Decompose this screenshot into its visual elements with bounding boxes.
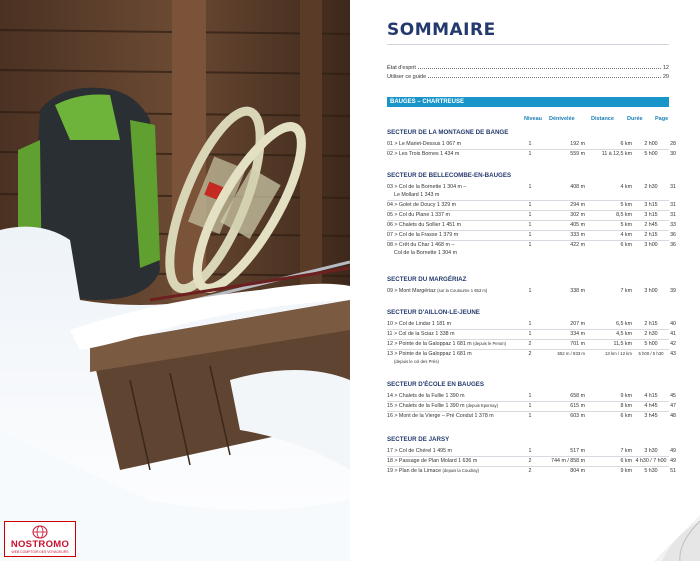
- sector-heading: SECTEUR DU MARGÉRIAZ: [387, 276, 467, 283]
- route-name: [387, 458, 477, 464]
- route-niveau: 1: [528, 413, 532, 419]
- route-note: (depuis Epernay): [466, 403, 498, 408]
- toc-row[interactable]: [387, 242, 676, 250]
- route-niveau: 2: [528, 468, 532, 474]
- row-divider: [387, 329, 669, 330]
- route-name: [387, 212, 450, 218]
- route-page: 41: [670, 331, 676, 337]
- toc-row[interactable]: [387, 458, 676, 466]
- route-name: [387, 448, 452, 454]
- route-duree: 3 h30: [644, 448, 658, 454]
- route-denivele: 405 m: [570, 222, 585, 228]
- route-title: 03 > Col de la Bornette 1 304 m –: [387, 184, 467, 190]
- route-denivele: 517 m: [570, 448, 585, 454]
- intro-item-label: Utiliser ce guide: [387, 74, 427, 80]
- route-distance: 13 km / 12 km: [605, 351, 632, 356]
- route-note: (depuis le Penon): [473, 341, 506, 346]
- route-name: [387, 321, 451, 327]
- route-page: 49: [670, 458, 676, 464]
- route-niveau: 1: [528, 331, 532, 337]
- route-denivele: 552 m / 833 m: [557, 351, 585, 356]
- route-duree: 5 h30: [644, 468, 658, 474]
- route-page: 40: [670, 321, 676, 327]
- route-duree: 4 h30 / 7 h00: [635, 458, 667, 464]
- toc-row[interactable]: [387, 468, 676, 476]
- toc-row[interactable]: [387, 393, 676, 401]
- route-duree: 3 h45: [644, 413, 658, 419]
- route-title: 02 > Les Trois Bornes 1 434 m: [387, 151, 460, 157]
- route-niveau: 1: [528, 222, 532, 228]
- route-denivele: 804 m: [570, 468, 585, 474]
- route-page: 47: [670, 403, 676, 409]
- route-name: [387, 242, 454, 248]
- route-denivele: 701 m: [570, 341, 585, 347]
- route-niveau: 1: [528, 321, 532, 327]
- route-denivele: 744 m / 858 m: [551, 458, 585, 464]
- route-distance: 6 km: [620, 458, 632, 464]
- route-title: 06 > Chalets du Sollier 1 451 m: [387, 222, 462, 228]
- route-page: 36: [670, 232, 676, 238]
- route-niveau: 1: [528, 288, 532, 294]
- route-title: 16 > Mont de la Vierge – Pré Condut 1 378 m: [387, 413, 494, 419]
- route-niveau: 1: [528, 232, 532, 238]
- toc-row[interactable]: [387, 184, 676, 192]
- route-niveau: 1: [528, 184, 532, 190]
- route-niveau: 1: [528, 403, 532, 409]
- route-title: 17 > Col de Chérel 1 495 m: [387, 448, 452, 454]
- route-page: 36: [670, 242, 676, 248]
- route-duree: 3 h15: [644, 202, 658, 208]
- route-distance: 9 km: [620, 468, 632, 474]
- nostromo-logo: [4, 521, 76, 557]
- route-denivele: 333 m: [570, 232, 585, 238]
- col-niveau: Niveau: [524, 116, 543, 122]
- intro-item[interactable]: [387, 71, 669, 80]
- route-title: 05 > Col du Plane 1 337 m: [387, 212, 450, 218]
- route-denivele: 615 m: [570, 403, 585, 409]
- dot-leader: [428, 77, 661, 78]
- toc-row[interactable]: [387, 288, 676, 296]
- route-page: 31: [670, 184, 676, 190]
- route-duree: 2 h15: [644, 232, 658, 238]
- intro-list: [387, 62, 669, 80]
- route-duree: 2 h15: [644, 321, 658, 327]
- toc-row[interactable]: [387, 331, 676, 339]
- toc-row[interactable]: [387, 351, 676, 359]
- route-distance: 7 km: [620, 448, 632, 454]
- toc-row[interactable]: [387, 222, 676, 230]
- route-title: 10 > Col de Lindar 1 181 m: [387, 321, 452, 327]
- toc-row[interactable]: [387, 151, 676, 159]
- page-title: SOMMAIRE: [387, 20, 496, 40]
- logo-tagline: WEB COMPTOIR DES VOYAGEURS: [11, 550, 69, 554]
- route-denivele: 603 m: [570, 413, 585, 419]
- route-title: 12 > Pointe de la Galoppaz 1 681 m: [387, 341, 472, 347]
- toc-row[interactable]: [387, 232, 676, 240]
- toc-row[interactable]: [387, 212, 676, 220]
- route-page: 42: [670, 341, 676, 347]
- row-divider: [387, 456, 669, 457]
- toc-row[interactable]: [387, 141, 676, 149]
- route-duree: 5 h00: [644, 341, 658, 347]
- dot-leader: [418, 68, 661, 69]
- route-niveau: 1: [528, 151, 532, 157]
- route-distance: 7 km: [620, 288, 632, 294]
- route-denivele: 658 m: [570, 393, 585, 399]
- route-page: 30: [670, 151, 676, 157]
- route-distance: 11 à 12,5 km: [601, 151, 632, 157]
- route-title: 09 > Mont Margériaz: [387, 288, 436, 294]
- row-divider: [387, 339, 669, 340]
- route-name: [387, 468, 479, 474]
- globe-icon: [32, 525, 48, 539]
- page-curl-icon: [654, 515, 700, 561]
- route-distance: 5 km: [620, 202, 632, 208]
- route-denivele: 192 m: [570, 141, 585, 147]
- route-name: [387, 393, 465, 399]
- route-distance: 6,5 km: [616, 321, 632, 327]
- route-name: [387, 351, 472, 357]
- route-distance: 8 km: [620, 403, 632, 409]
- route-note: (depuis la Coudray): [442, 468, 480, 473]
- route-title: 19 > Plan de la Limace: [387, 468, 442, 474]
- route-title: 14 > Chalets de la Fullie 1 390 m: [387, 393, 465, 399]
- route-title: 08 > Crêt du Char 1 468 m –: [387, 242, 455, 248]
- row-divider: [387, 200, 669, 201]
- row-divider: [387, 230, 669, 231]
- route-distance: 4,5 km: [616, 331, 632, 337]
- row-divider: [387, 411, 669, 412]
- route-name: [387, 232, 458, 238]
- route-denivele: 338 m: [570, 288, 585, 294]
- region-band: BAUGES – CHARTREUSE: [387, 97, 669, 107]
- route-niveau: 1: [528, 141, 532, 147]
- toc-page: [350, 0, 700, 561]
- route-niveau: 1: [528, 202, 532, 208]
- col-distance: Distance: [591, 116, 614, 122]
- route-title: 07 > Col de la Frasse 1 379 m: [387, 232, 459, 238]
- route-distance: 6 km: [620, 413, 632, 419]
- intro-item-page: 20: [662, 74, 669, 80]
- route-denivele: 294 m: [570, 202, 585, 208]
- route-name: [387, 341, 506, 347]
- route-distance: 4 km: [620, 184, 632, 190]
- route-page: 45: [670, 393, 676, 399]
- route-niveau: 1: [528, 448, 532, 454]
- route-duree: 4 h15: [644, 393, 658, 399]
- route-duree: 3 h15: [644, 212, 658, 218]
- toc-row-continuation: [387, 192, 669, 200]
- row-divider: [387, 240, 669, 241]
- route-distance: 6 km: [620, 242, 632, 248]
- route-title: 04 > Golet de Doucy 1 329 m: [387, 202, 457, 208]
- toc-row[interactable]: [387, 403, 676, 411]
- route-niveau: 1: [528, 242, 532, 248]
- route-distance: 5 km: [620, 222, 632, 228]
- route-page: 48: [670, 413, 676, 419]
- route-name: [387, 151, 459, 157]
- route-title-line2: Col de la Bornette 1 304 m: [394, 250, 458, 256]
- route-page: 28: [670, 141, 676, 147]
- route-page: 43: [670, 351, 676, 357]
- intro-item-page: 12: [662, 65, 669, 71]
- row-divider: [387, 149, 669, 150]
- route-denivele: 207 m: [570, 321, 585, 327]
- route-distance: 8,5 km: [616, 212, 632, 218]
- route-title: 13 > Pointe de la Galoppaz 1 681 m: [387, 351, 472, 357]
- route-page: 33: [670, 222, 676, 228]
- route-denivele: 302 m: [570, 212, 585, 218]
- route-denivele: 334 m: [570, 331, 585, 337]
- route-title: 01 > Le Mariet-Dessus 1 067 m: [387, 141, 462, 147]
- route-distance: 11,5 km: [613, 341, 632, 347]
- route-duree: 2 h00: [644, 141, 658, 147]
- route-niveau: 2: [528, 341, 532, 347]
- route-distance: 4 km: [620, 232, 632, 238]
- col-page: Page: [655, 116, 669, 122]
- sector-heading: SECTEUR D'ÉCOLE EN BAUGES: [387, 381, 485, 388]
- route-name: [387, 202, 456, 208]
- route-name: [387, 288, 487, 294]
- route-name: [387, 413, 494, 419]
- intro-item-label: État d'esprit: [387, 65, 416, 71]
- route-duree: 2 h45: [644, 222, 658, 228]
- toc-row[interactable]: [387, 448, 676, 456]
- route-duree: 4 h45: [644, 403, 658, 409]
- route-duree: 5 h00: [644, 151, 658, 157]
- row-divider: [387, 210, 669, 211]
- col-duree: Durée: [627, 116, 643, 122]
- row-divider: [387, 220, 669, 221]
- toc-row[interactable]: [387, 202, 676, 210]
- route-niveau: 1: [528, 212, 532, 218]
- route-denivele: 422 m: [570, 242, 585, 248]
- route-title: 15 > Chalets de la Fullie 1 390 m: [387, 403, 465, 409]
- toc-row-continuation: [387, 359, 669, 367]
- route-page: 31: [670, 212, 676, 218]
- route-niveau: 1: [528, 393, 532, 399]
- sector-heading: SECTEUR DE LA MONTAGNE DE BANGE: [387, 129, 509, 136]
- row-divider: [387, 401, 669, 402]
- route-note: (sur la Coutourne 1 653 m): [437, 288, 488, 293]
- col-denivele: Dénivelée: [549, 116, 575, 122]
- route-distance: 9 km: [620, 393, 632, 399]
- toc-row-continuation: [387, 250, 669, 258]
- route-title: 18 > Passage de Plan Molard 1 636 m: [387, 458, 478, 464]
- route-denivele: 559 m: [570, 151, 585, 157]
- toc-row[interactable]: [387, 413, 676, 421]
- route-page: 39: [670, 288, 676, 294]
- toc-row[interactable]: [387, 341, 676, 349]
- route-distance: 6 km: [620, 141, 632, 147]
- route-niveau: 2: [528, 458, 532, 464]
- route-duree: 5 h00 / 5 h30: [638, 351, 664, 356]
- route-niveau: 2: [528, 351, 532, 357]
- route-name: [387, 331, 454, 337]
- route-title-line2: (depuis le col des Prés): [394, 359, 439, 364]
- intro-item[interactable]: [387, 62, 669, 71]
- route-duree: 3 h00: [644, 288, 658, 294]
- route-duree: 2 h30: [644, 331, 658, 337]
- sector-heading: SECTEUR D'AILLON-LE-JEUNE: [387, 309, 480, 316]
- route-title-line2: Le Mollard 1 343 m: [394, 192, 440, 198]
- route-duree: 2 h30: [644, 184, 658, 190]
- route-name: [387, 403, 498, 409]
- sector-heading: SECTEUR DE JARSY: [387, 436, 450, 443]
- route-page: 51: [670, 468, 676, 474]
- row-divider: [387, 349, 669, 350]
- route-page: 49: [670, 448, 676, 454]
- toc-row[interactable]: [387, 321, 676, 329]
- route-name: [387, 141, 461, 147]
- route-title: 11 > Col de la Sciaz 1 338 m: [387, 331, 455, 337]
- logo-name: NOSTROMO: [10, 539, 70, 550]
- route-name: [387, 184, 466, 190]
- route-page: 31: [670, 202, 676, 208]
- route-duree: 3 h00: [644, 242, 658, 248]
- row-divider: [387, 466, 669, 467]
- route-denivele: 408 m: [570, 184, 585, 190]
- sector-heading: SECTEUR DE BELLECOMBE-EN-BAUGES: [387, 172, 512, 179]
- title-divider: [387, 44, 669, 45]
- route-name: [387, 222, 461, 228]
